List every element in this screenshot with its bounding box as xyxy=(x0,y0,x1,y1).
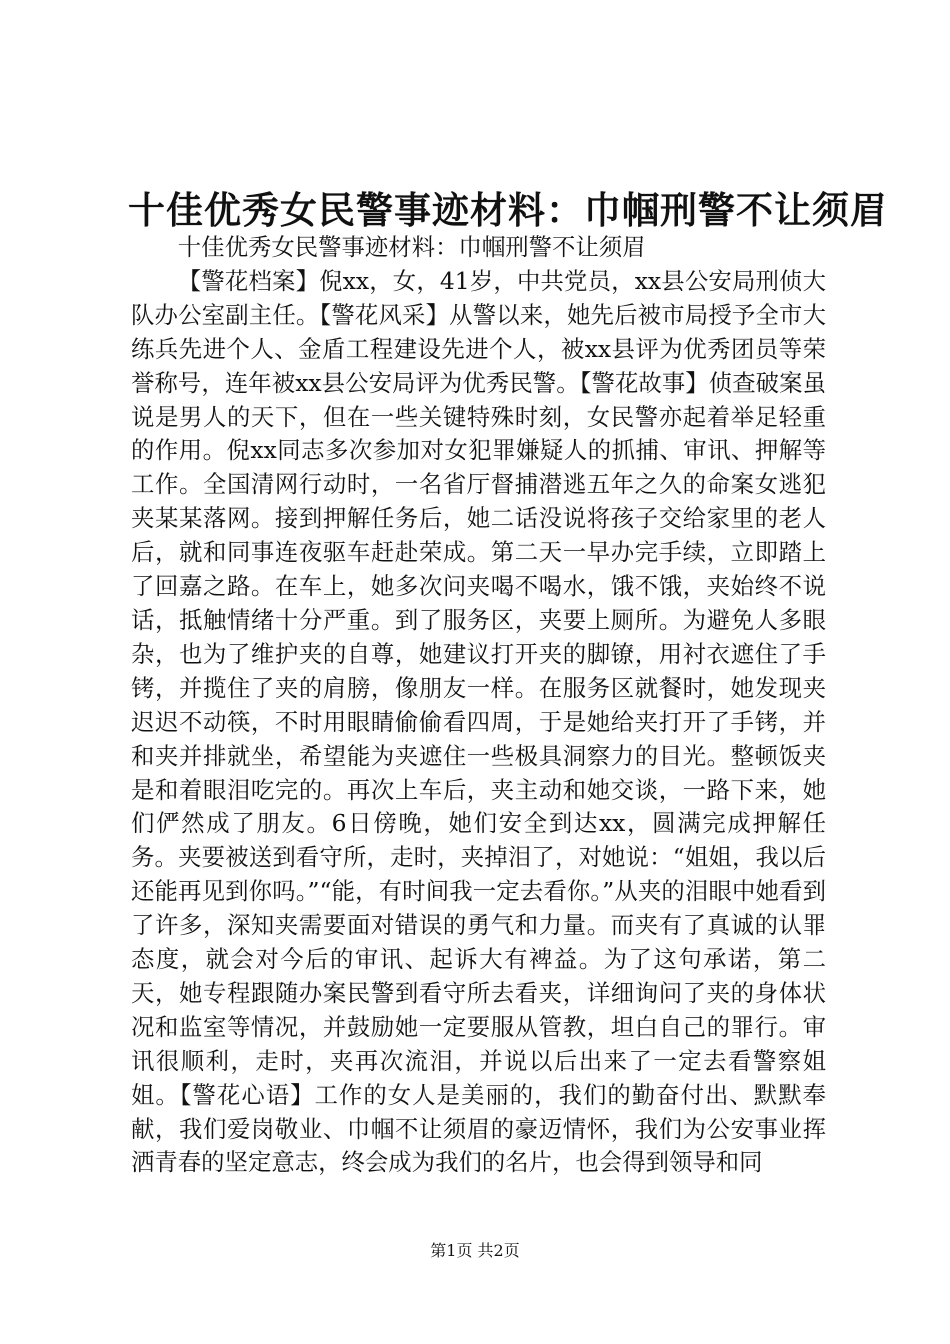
subtitle-paragraph: 十佳优秀女民警事迹材料：巾帼刑警不让须眉 xyxy=(177,233,646,261)
document-body xyxy=(131,231,826,1180)
body-paragraph: 【警花档案】倪xx，女，41岁，中共党员，xx县公安局刑侦大队办公室副主任。【警花风采】从警以来，她先后被市局授予全市大练兵先进个人、金盾工程建设先进个人，被xx县评为优秀团员等荣誉称号，连年被xx县公安局评为优秀民警。【警花故事】侦查破案虽说是男人的天下，但在一些关键特殊时刻，女民警亦起着举足轻重的作用。倪xx同志多次参加对女犯罪嫌疑人的抓捕、审讯、押解等工作。全国清网行动时，一名省厅督捕潜逃五年之久的命案女逃犯夹某某落网。接到押解任务后，她二话没说将孩子交给家里的老人后，就和同事连夜驱车赶赴荣成。第二天一早办完手续，立即踏上了回嘉之路。在车上，她多次问夹喝不喝水，饿不饿，夹始终不说话，抵触情绪十分严重。到了服务区，夹要上厕所。为避免人多眼杂，也为了维护夹的自尊，她建议打开夹的脚镣，用衬衣遮住了手铐，并揽住了夹的肩膀，像朋友一样。在服务区就餐时，她发现夹迟迟不动筷，不时用眼睛偷偷看四周，于是她给夹打开了手铐，并和夹并排就坐，希望能为夹遮住一些极具洞察力的目光。整顿饭夹是和着眼泪吃完的。再次上车后，夹主动和她交谈，一路下来，她们俨然成了朋友。6日傍晚，她们安全到达xx，圆满完成押解任务。夹要被送到看守所，走时，夹掉泪了，对她说：“姐姐，我以后还能再见到你吗。”“能，有时间我一定去看你。”从夹的泪眼中她看到了许多，深知夹需要面对错误的勇气和力量。而夹有了真诚的认罪态度，就会对今后的审讯、起诉大有裨益。为了这句承诺，第二天，她专程跟随办案民警到看守所去看夹，详细询问了夹的身体状况和监室等情况，并鼓励她一定要服从管教，坦白自己的罪行。审讯很顺利，走时，夹再次流泪，并说以后出来了一定去看警察姐姐。【警花心语】工作的女人是美丽的，我们的勤奋付出、默默奉献，我们爱岗敬业、巾帼不让须眉的豪迈情怀，我们为公安事业挥洒青春的坚定意志，终会成为我们的名片，也会得到领导和同 xyxy=(131,266,826,1177)
document-title: 十佳优秀女民警事迹材料：巾帼刑警不让须眉 xyxy=(128,188,888,232)
page-footer: 第1页 共2页 xyxy=(430,1241,520,1260)
